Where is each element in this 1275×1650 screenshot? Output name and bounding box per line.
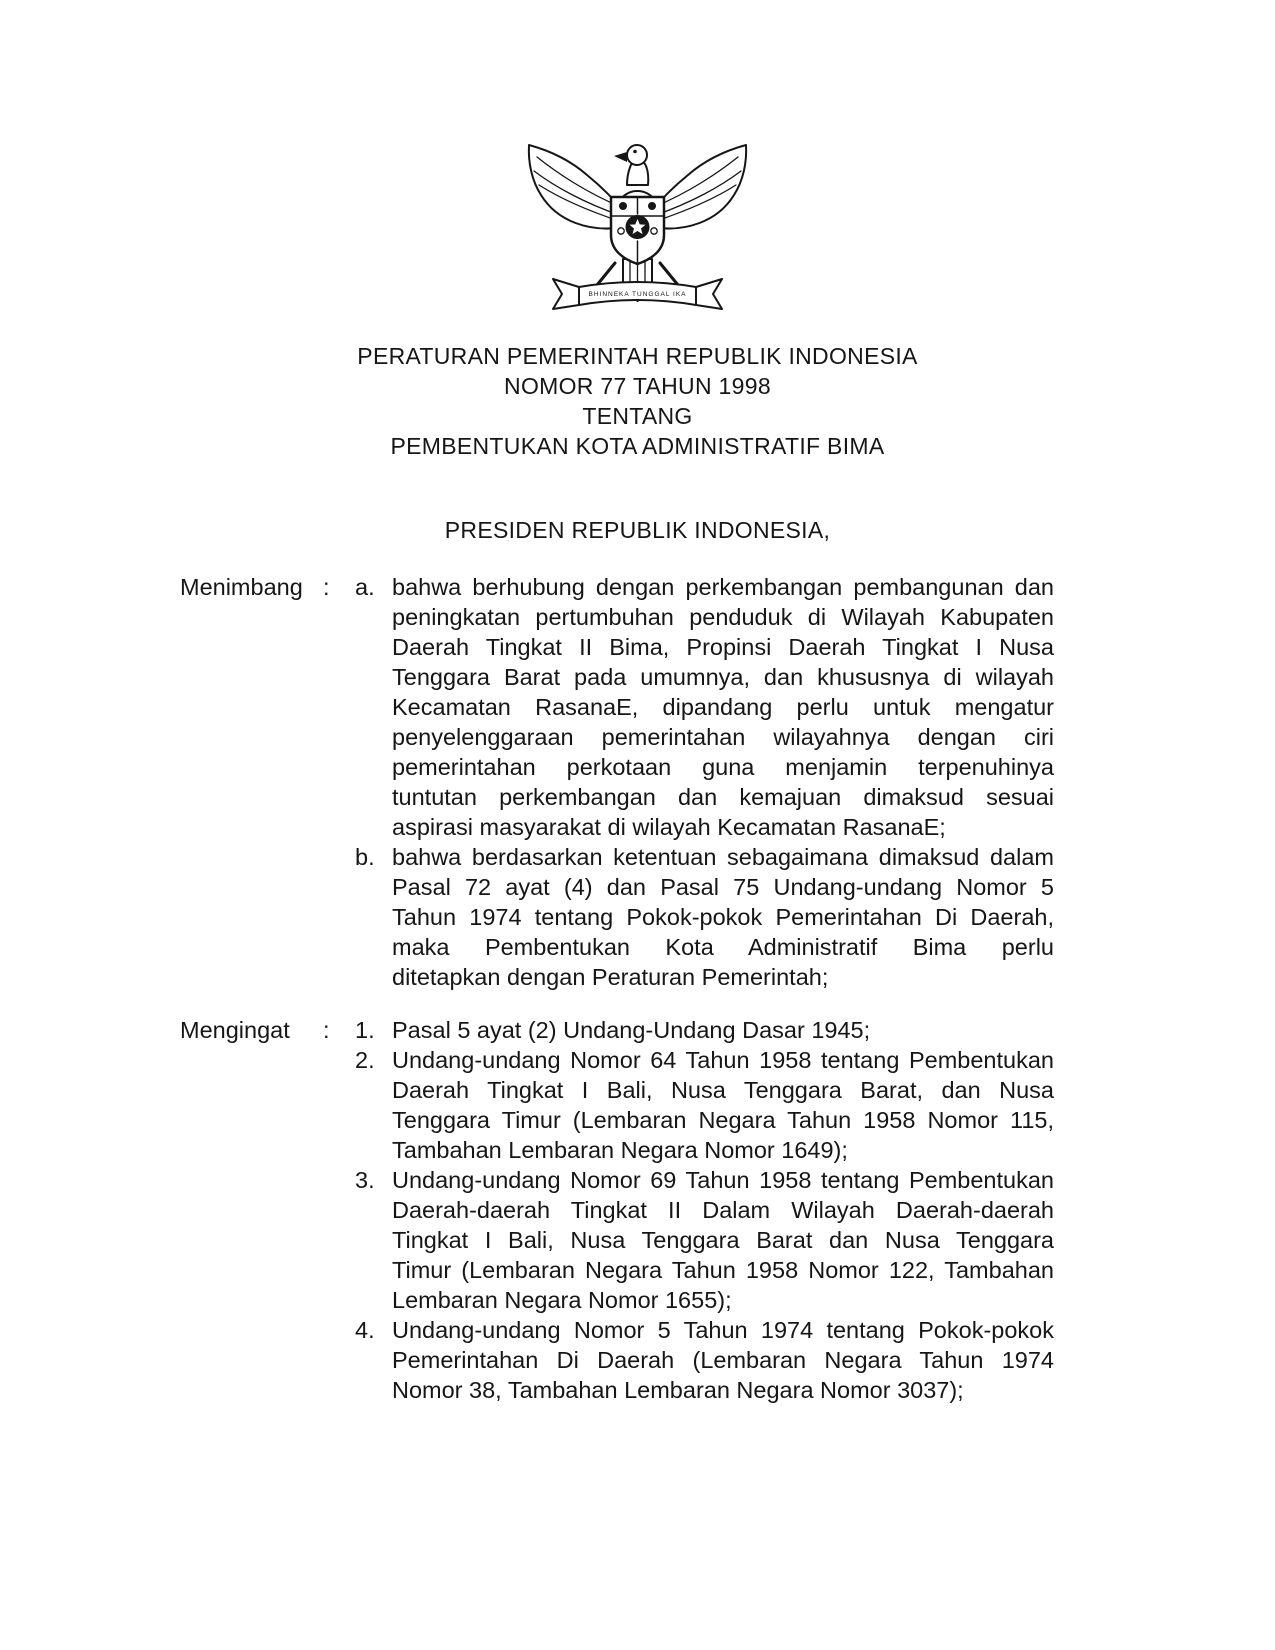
legal-basis-item-2: [355, 1045, 1055, 1165]
text-line: Lembaran Negara Nomor 1655);: [392, 1287, 732, 1313]
section-menimbang: [180, 572, 1275, 992]
text-line: aspirasi masyarakat di wilayah Kecamatan RasanaE;: [392, 814, 946, 840]
text-line: Undang-undang Nomor 64 Tahun 1958 tentang Pembentukan: [392, 1047, 1054, 1073]
text-line: maka Pembentukan Kota Administratif Bima perlu: [392, 934, 1054, 960]
text-line: Tenggara Barat pada umumnya, dan khususnya di wilayah: [392, 664, 1054, 690]
garuda-pancasila-icon: [515, 135, 760, 315]
item-marker: b.: [355, 844, 375, 870]
text-line: Daerah Tingkat I Bali, Nusa Tenggara Barat, dan Nusa: [392, 1077, 1054, 1103]
item-text: [392, 1315, 1054, 1405]
section-colon: :: [323, 1017, 330, 1043]
section-label: Menimbang: [180, 574, 303, 600]
item-text: [392, 572, 1054, 842]
text-line: Undang-undang Nomor 69 Tahun 1958 tentang Pembentukan: [392, 1167, 1054, 1193]
title-line-number: NOMOR 77 TAHUN 1998: [504, 373, 771, 399]
title-line-tentang: TENTANG: [582, 403, 693, 429]
section-mengingat: [180, 1015, 1275, 1405]
text-line: bahwa berdasarkan ketentuan sebagaimana dimaksud dalam: [392, 844, 1054, 870]
legal-basis-item-3: [355, 1165, 1055, 1315]
item-text: [392, 1165, 1054, 1315]
text-line: ditetapkan dengan Peraturan Pemerintah;: [392, 964, 829, 990]
eagle-head-icon: [627, 145, 647, 165]
text-line: Daerah Tingkat II Bima, Propinsi Daerah Tingkat I Nusa: [392, 634, 1054, 660]
consideration-item-a: [355, 572, 1055, 842]
text-line: Pasal 72 ayat (4) dan Pasal 75 Undang-undang Nomor 5: [392, 874, 1054, 900]
item-text: [392, 1045, 1054, 1165]
legal-basis-item-1: [355, 1015, 1055, 1045]
legal-basis-item-4: [355, 1315, 1055, 1405]
text-line: penyelenggaraan pemerintahan wilayahnya dengan ciri: [392, 724, 1054, 750]
text-line: bahwa berhubung dengan perkembangan pembangunan dan: [392, 574, 1054, 600]
document-title-block: [0, 341, 1275, 461]
text-line: Daerah-daerah Tingkat II Dalam Wilayah Daerah-daerah: [392, 1197, 1054, 1223]
item-text: [392, 1015, 1054, 1045]
text-line: Undang-undang Nomor 5 Tahun 1974 tentang Pokok-pokok: [392, 1317, 1054, 1343]
garuda-pancasila-emblem: [515, 135, 760, 315]
section-colon: :: [323, 574, 330, 600]
text-line: Tambahan Lembaran Negara Nomor 1649);: [392, 1137, 848, 1163]
text-line: Kecamatan RasanaE, dipandang perlu untuk mengatur: [392, 694, 1054, 720]
text-line: Pasal 5 ayat (2) Undang-Undang Dasar 1945;: [392, 1017, 871, 1043]
preamble-heading: PRESIDEN REPUBLIK INDONESIA,: [444, 517, 831, 543]
item-marker: 4.: [355, 1317, 375, 1343]
text-line: pemerintahan perkotaan guna menjamin terpenuhinya: [392, 754, 1054, 780]
item-marker: 2.: [355, 1047, 375, 1073]
item-text: [392, 842, 1054, 992]
text-line: Pemerintahan Di Daerah (Lembaran Negara Tahun 1974: [392, 1347, 1054, 1373]
item-marker: 1.: [355, 1017, 375, 1043]
section-label: Mengingat: [180, 1017, 290, 1043]
text-line: Nomor 38, Tambahan Lembaran Negara Nomor 3037);: [392, 1377, 964, 1403]
text-line: Tenggara Timur (Lembaran Negara Tahun 1958 Nomor 115,: [392, 1107, 1054, 1133]
item-marker: a.: [355, 574, 375, 600]
emblem-motto: BHINNEKA TUNGGAL IKA: [588, 291, 687, 298]
consideration-item-b: [355, 842, 1055, 992]
preamble-sections: [180, 572, 1275, 1405]
item-marker: 3.: [355, 1167, 375, 1193]
text-line: tuntutan perkembangan dan kemajuan dimaksud sesuai: [392, 784, 1054, 810]
text-line: peningkatan pertumbuhan penduduk di Wilayah Kabupaten: [392, 604, 1054, 630]
title-line-regulation: PERATURAN PEMERINTAH REPUBLIK INDONESIA: [357, 343, 918, 369]
text-line: Tahun 1974 tentang Pokok-pokok Pemerintahan Di Daerah,: [392, 904, 1054, 930]
title-line-subject: PEMBENTUKAN KOTA ADMINISTRATIF BIMA: [390, 433, 885, 459]
text-line: Tingkat I Bali, Nusa Tenggara Barat dan Nusa Tenggara: [392, 1227, 1054, 1253]
text-line: Timur (Lembaran Negara Tahun 1958 Nomor 122, Tambahan: [392, 1257, 1054, 1283]
